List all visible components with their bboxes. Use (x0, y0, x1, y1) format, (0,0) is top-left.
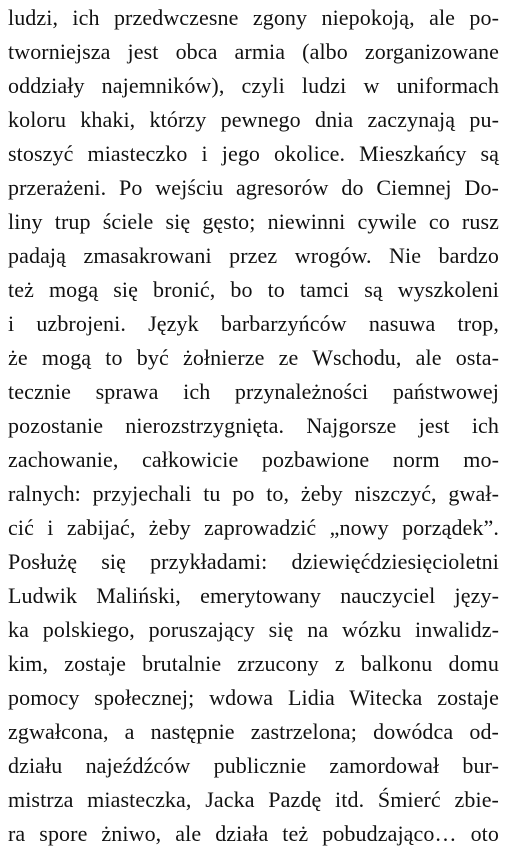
text-line: tecznie sprawa ich przynależności państwowej (8, 379, 499, 404)
text-line: padają zmasakrowani przez wrogów. Nie bardzo (8, 243, 499, 268)
text-line: ralnych: przyjechali tu po to, żeby niszczyć, gwał- (8, 481, 499, 506)
text-line: liny trup ściele się gęsto; niewinni cywile co rusz (8, 209, 499, 234)
text-line: cić i zabijać, żeby zaprowadzić „nowy porządek”. (8, 515, 499, 540)
text-line: koloru khaki, którzy pewnego dnia zaczynają pu- (8, 107, 499, 132)
text-line: ludzi, ich przedwczesne zgony niepokoją, ale po- (8, 5, 499, 30)
text-line: i uzbrojeni. Język barbarzyńców nasuwa trop, (8, 311, 499, 336)
text-line: ra spore żniwo, ale działa też pobudzająco… oto (8, 821, 499, 846)
text-line: ka polskiego, poruszający się na wózku inwalidz- (8, 617, 499, 642)
text-line: mistrza miasteczka, Jacka Pazdę itd. Śmierć zbie- (8, 787, 499, 812)
text-line: działu najeźdźców publicznie zamordował bur- (8, 753, 499, 778)
text-line: kim, zostaje brutalnie zrzucony z balkonu domu (8, 651, 499, 676)
text-line: Posłużę się przykładami: dziewięćdziesięcioletni (8, 549, 499, 574)
text-line: że mogą to być żołnierze ze Wschodu, ale osta- (8, 345, 499, 370)
text-line: też mogą się bronić, bo to tamci są wyszkoleni (8, 277, 499, 302)
text-line: pozostanie nierozstrzygnięta. Najgorsze jest ich (8, 413, 499, 438)
text-line: tworniejsza jest obca armia (albo zorganizowane (8, 39, 499, 64)
text-line: oddziały najemników), czyli ludzi w uniformach (8, 73, 499, 98)
text-line: przerażeni. Po wejściu agresorów do Ciemnej Do- (8, 175, 499, 200)
text-line: Ludwik Maliński, emerytowany nauczyciel języ- (8, 583, 499, 608)
text-line: stoszyć miasteczko i jego okolice. Mieszkańcy są (8, 141, 499, 166)
text-line: zgwałcona, a następnie zastrzelona; dowódca od- (8, 719, 499, 744)
text-line: zachowanie, całkowicie pozbawione norm mo- (8, 447, 499, 472)
text-line: pomocy społecznej; wdowa Lidia Witecka zostaje (8, 685, 499, 710)
